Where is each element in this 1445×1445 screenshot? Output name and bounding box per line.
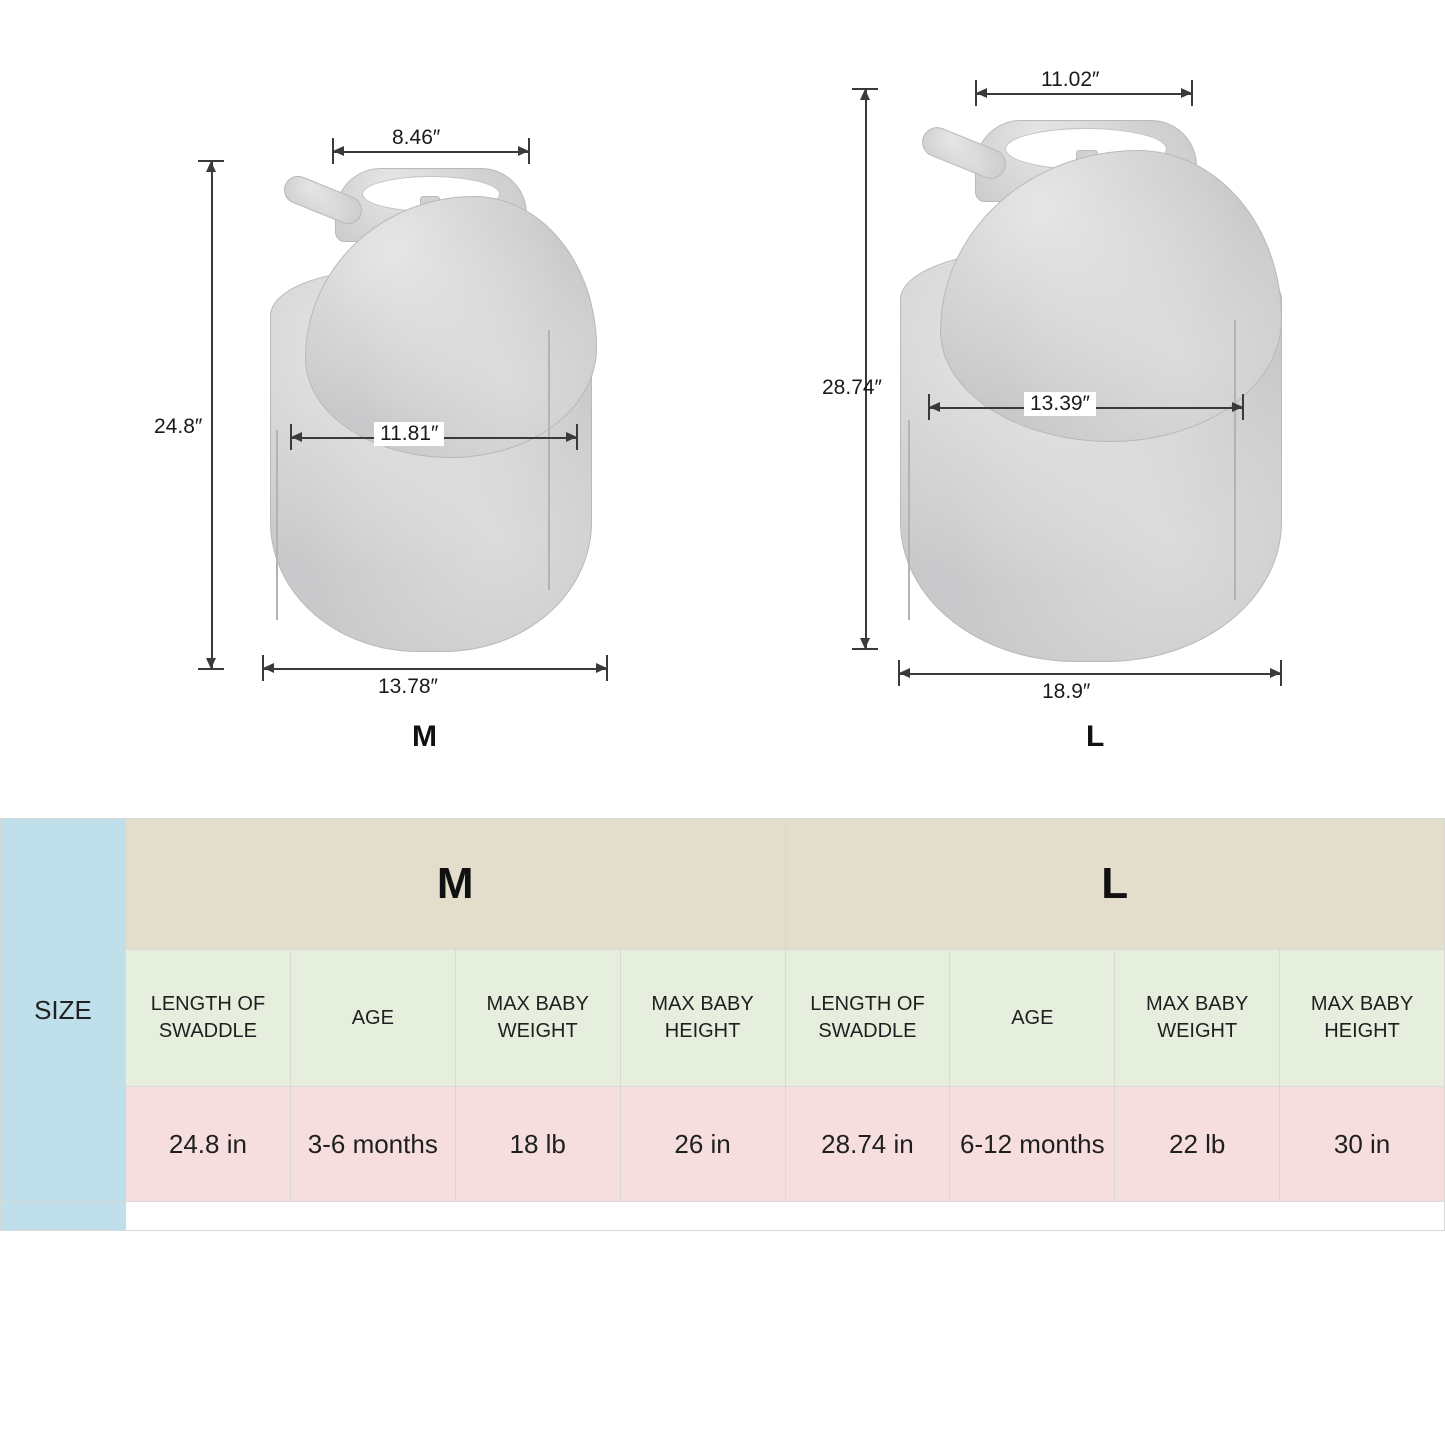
dimension-mid-width-l xyxy=(928,380,1258,430)
dimension-label-bottom-width-l: 18.9″ xyxy=(1036,680,1096,704)
swaddle-side-seam-m xyxy=(548,330,550,590)
size-chart-table xyxy=(0,818,1445,1231)
dimension-label-shoulder-width-l: 11.02″ xyxy=(1035,68,1105,92)
dimension-label-length-l: 28.74″ xyxy=(822,376,882,399)
dimension-length-l xyxy=(822,88,920,658)
dimension-bottom-width-l xyxy=(898,650,1298,710)
cell-group-l: L xyxy=(785,819,1445,950)
dimension-shoulder-width-l xyxy=(975,62,1205,122)
product-figure-m xyxy=(150,0,670,790)
cell-value-3: 26 in xyxy=(620,1087,785,1202)
cell-footer-blank xyxy=(126,1202,1445,1231)
table-row-values xyxy=(1,1087,1445,1202)
dimension-shoulder-width-m xyxy=(332,120,532,180)
cell-size-label: SIZE xyxy=(1,819,126,1202)
table-row-group-headers xyxy=(1,819,1445,950)
dimension-label-mid-width-l: 13.39″ xyxy=(1024,392,1096,416)
cell-value-0: 24.8 in xyxy=(126,1087,291,1202)
dimension-label-shoulder-width-m: 8.46″ xyxy=(386,126,446,150)
cell-value-2: 18 lb xyxy=(455,1087,620,1202)
cell-header-4: LENGTH OF SWADDLE xyxy=(785,950,950,1087)
dimension-mid-width-m xyxy=(290,410,590,460)
cell-value-4: 28.74 in xyxy=(785,1087,950,1202)
swaddle-side-seam-l xyxy=(1234,320,1236,600)
cell-header-1: AGE xyxy=(290,950,455,1087)
size-caption-l: L xyxy=(1086,720,1105,753)
size-chart-table-wrap xyxy=(0,818,1445,1231)
cell-group-m: M xyxy=(126,819,786,950)
dimension-label-length-m: 24.8″ xyxy=(154,415,203,438)
cell-value-1: 3-6 months xyxy=(290,1087,455,1202)
swaddle-zipper-seam-m xyxy=(276,430,278,620)
dimension-label-mid-width-m: 11.81″ xyxy=(374,422,444,446)
cell-value-7: 30 in xyxy=(1280,1087,1445,1202)
cell-header-0: LENGTH OF SWADDLE xyxy=(126,950,291,1087)
dimension-length-m xyxy=(154,160,266,690)
cell-header-2: MAX BABY WEIGHT xyxy=(455,950,620,1087)
cell-value-6: 22 lb xyxy=(1115,1087,1280,1202)
cell-header-7: MAX BABY HEIGHT xyxy=(1280,950,1445,1087)
cell-footer-size xyxy=(1,1202,126,1231)
cell-header-3: MAX BABY HEIGHT xyxy=(620,950,785,1087)
dimension-bottom-width-m xyxy=(262,645,622,705)
product-figure-l xyxy=(800,0,1360,790)
table-row-footer-strip xyxy=(1,1202,1445,1231)
dimension-label-bottom-width-m: 13.78″ xyxy=(372,675,444,699)
cell-header-6: MAX BABY WEIGHT xyxy=(1115,950,1280,1087)
cell-header-5: AGE xyxy=(950,950,1115,1087)
cell-value-5: 6-12 months xyxy=(950,1087,1115,1202)
size-caption-m: M xyxy=(412,720,437,753)
table-row-column-headers xyxy=(1,950,1445,1087)
